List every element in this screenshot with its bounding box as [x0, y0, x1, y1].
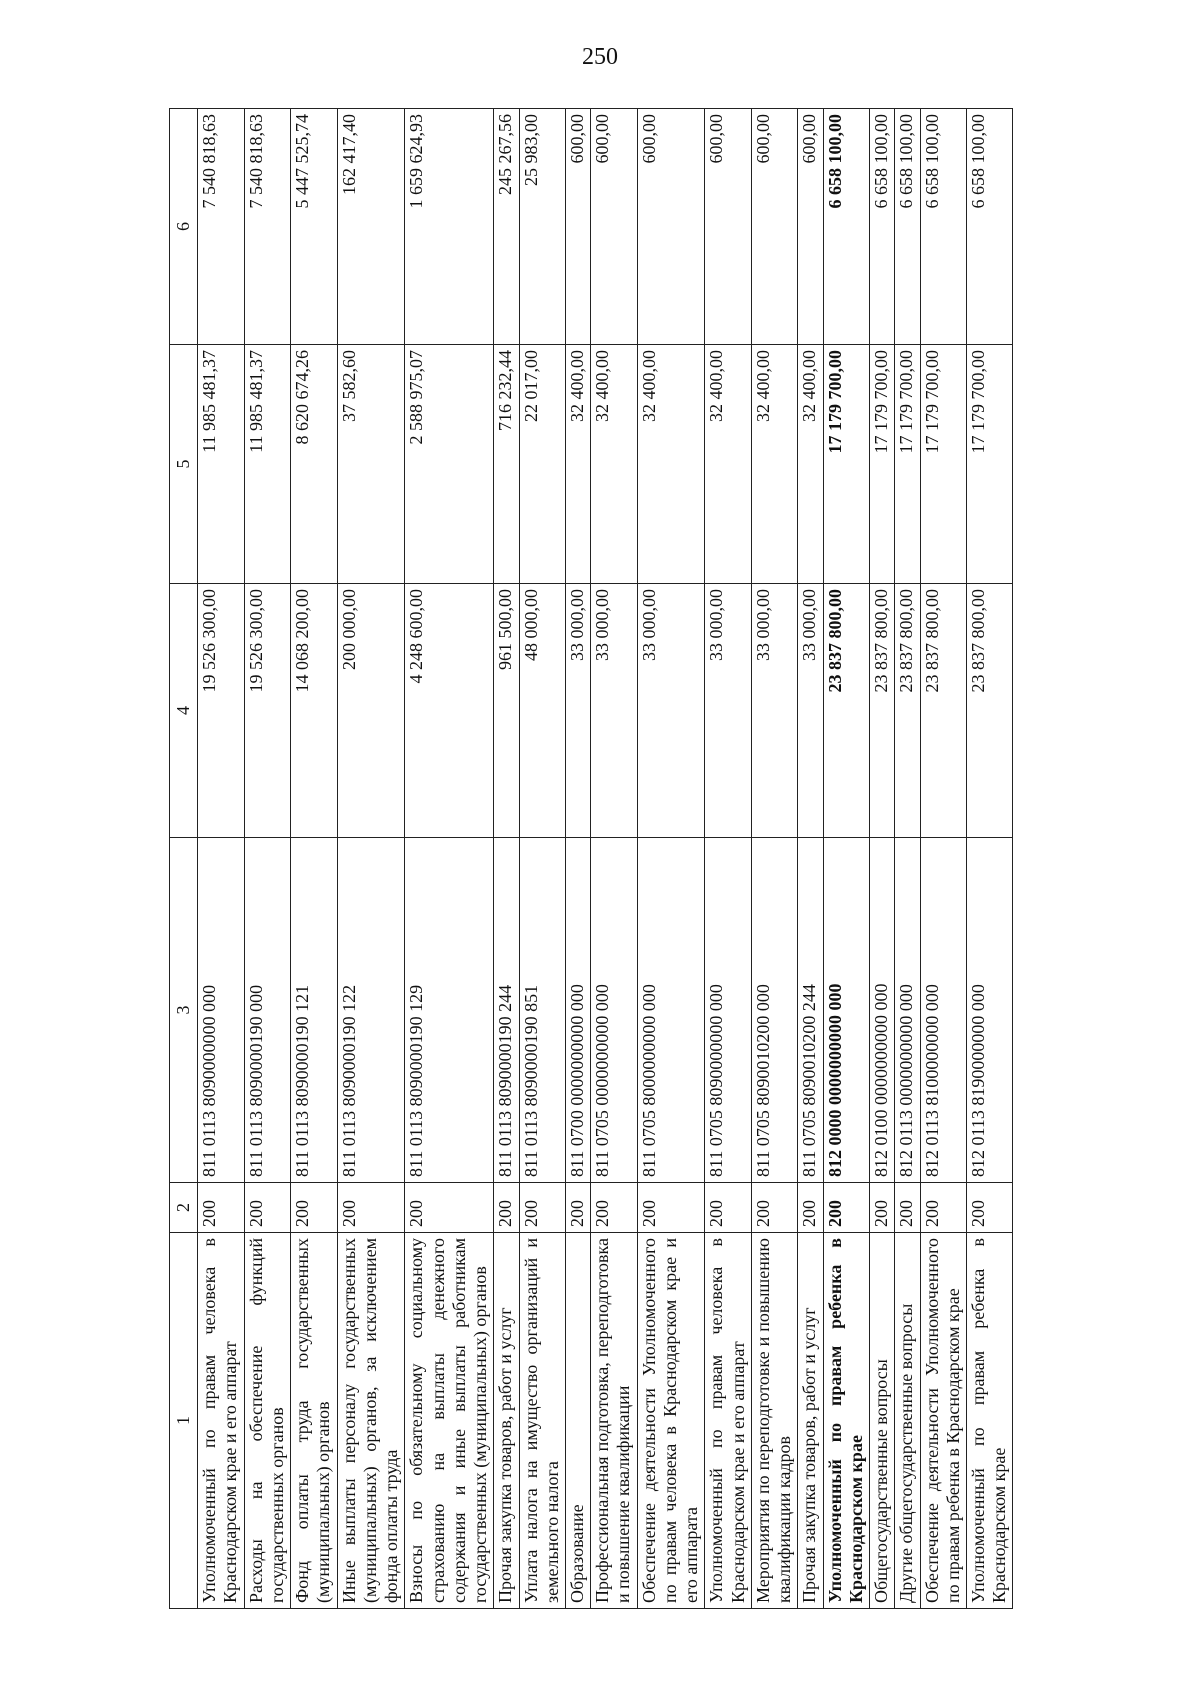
row-code-cell: 811 0113 8090000190 244: [494, 838, 519, 1183]
row-name-cell: Мероприятия по переподготовке и повышению квалификации кадров: [751, 1233, 797, 1609]
row-col4-cell: 48 000,00: [519, 584, 565, 838]
row-col4-cell: 961 500,00: [494, 584, 519, 838]
table-row: [198, 109, 244, 1609]
row-col4-cell: 33 000,00: [591, 584, 637, 838]
row-name-cell: Обеспечение деятельности Уполномоченного по правам ребенка в Краснодарском крае: [920, 1233, 966, 1609]
table-row: [519, 109, 565, 1609]
table-row: [291, 109, 337, 1609]
row-col5-cell: 716 232,44: [494, 345, 519, 584]
row-col2-cell: 200: [291, 1183, 337, 1233]
row-col4-cell: 19 526 300,00: [198, 584, 244, 838]
row-col2-cell: 200: [751, 1183, 797, 1233]
table-body: [198, 109, 1013, 1609]
table-row: [637, 109, 705, 1609]
row-name-cell: Образование: [565, 1233, 590, 1609]
row-col6-cell: 6 658 100,00: [823, 109, 869, 345]
row-col4-cell: 19 526 300,00: [244, 584, 290, 838]
row-col5-cell: 22 017,00: [519, 345, 565, 584]
column-header: 3: [170, 838, 198, 1183]
row-col4-cell: 23 837 800,00: [870, 584, 895, 838]
row-code-cell: 811 0705 8090010200 244: [798, 838, 823, 1183]
row-name-cell: Уполномоченный по правам ребенка в Краснодарском крае: [823, 1233, 869, 1609]
row-col2-cell: 200: [705, 1183, 751, 1233]
row-code-cell: 811 0113 8090000190 000: [244, 838, 290, 1183]
row-code-cell: 811 0705 8000000000 000: [637, 838, 705, 1183]
row-col4-cell: 14 068 200,00: [291, 584, 337, 838]
row-col6-cell: 600,00: [591, 109, 637, 345]
table-row: [705, 109, 751, 1609]
row-col5-cell: 17 179 700,00: [920, 345, 966, 584]
row-name-cell: Взносы по обязательному социальному страхованию на выплаты денежного содержания и иные выплаты работникам государственных (муниципальных) органов: [405, 1233, 494, 1609]
row-col2-cell: 200: [823, 1183, 869, 1233]
row-col5-cell: 17 179 700,00: [870, 345, 895, 584]
row-col2-cell: 200: [198, 1183, 244, 1233]
row-col5-cell: 37 582,60: [337, 345, 405, 584]
row-col6-cell: 600,00: [705, 109, 751, 345]
table-row: [565, 109, 590, 1609]
row-col5-cell: 32 400,00: [705, 345, 751, 584]
page-number: 250: [582, 44, 618, 70]
row-col2-cell: 200: [494, 1183, 519, 1233]
row-col5-cell: 17 179 700,00: [823, 345, 869, 584]
row-code-cell: 811 0705 8090000000 000: [705, 838, 751, 1183]
row-name-cell: Расходы на обеспечение функций государственных органов: [244, 1233, 290, 1609]
row-code-cell: 812 0100 0000000000 000: [870, 838, 895, 1183]
row-col5-cell: 17 179 700,00: [895, 345, 920, 584]
row-col6-cell: 600,00: [751, 109, 797, 345]
row-col2-cell: 200: [895, 1183, 920, 1233]
row-col5-cell: 32 400,00: [798, 345, 823, 584]
table-row: [337, 109, 405, 1609]
column-header: 2: [170, 1183, 198, 1233]
column-header: 5: [170, 345, 198, 584]
row-name-cell: Иные выплаты персоналу государственных (муниципальных) органов, за исключением фонда оплаты труда: [337, 1233, 405, 1609]
row-col4-cell: 4 248 600,00: [405, 584, 494, 838]
row-col6-cell: 1 659 624,93: [405, 109, 494, 345]
row-col2-cell: 200: [591, 1183, 637, 1233]
row-code-cell: 811 0700 0000000000 000: [565, 838, 590, 1183]
row-col6-cell: 7 540 818,63: [244, 109, 290, 345]
table-row: [405, 109, 494, 1609]
row-code-cell: 812 0000 0000000000 000: [823, 838, 869, 1183]
row-name-cell: Уполномоченный по правам человека в Краснодарском крае и его аппарат: [198, 1233, 244, 1609]
row-code-cell: 812 0113 8100000000 000: [920, 838, 966, 1183]
header-row: [170, 109, 198, 1609]
row-name-cell: Прочая закупка товаров, работ и услуг: [798, 1233, 823, 1609]
row-col4-cell: 33 000,00: [798, 584, 823, 838]
table-row: [966, 109, 1012, 1609]
row-col5-cell: 11 985 481,37: [198, 345, 244, 584]
row-col5-cell: 32 400,00: [565, 345, 590, 584]
row-col6-cell: 6 658 100,00: [870, 109, 895, 345]
row-col2-cell: 200: [405, 1183, 494, 1233]
row-col2-cell: 200: [519, 1183, 565, 1233]
row-name-cell: Обеспечение деятельности Уполномоченного по правам человека в Краснодарском крае и его аппарата: [637, 1233, 705, 1609]
column-header: 6: [170, 109, 198, 345]
row-col4-cell: 33 000,00: [705, 584, 751, 838]
row-col6-cell: 162 417,40: [337, 109, 405, 345]
row-col2-cell: 200: [637, 1183, 705, 1233]
row-col6-cell: 6 658 100,00: [966, 109, 1012, 345]
row-col2-cell: 200: [565, 1183, 590, 1233]
row-col5-cell: 11 985 481,37: [244, 345, 290, 584]
row-col6-cell: 7 540 818,63: [198, 109, 244, 345]
row-col6-cell: 5 447 525,74: [291, 109, 337, 345]
row-col4-cell: 23 837 800,00: [966, 584, 1012, 838]
row-name-cell: Общегосударственные вопросы: [870, 1233, 895, 1609]
row-col2-cell: 200: [870, 1183, 895, 1233]
row-col2-cell: 200: [966, 1183, 1012, 1233]
table-row: [591, 109, 637, 1609]
row-col6-cell: 245 267,56: [494, 109, 519, 345]
row-code-cell: 811 0113 8090000190 851: [519, 838, 565, 1183]
table-row: [244, 109, 290, 1609]
table-row: [870, 109, 895, 1609]
row-col6-cell: 6 658 100,00: [895, 109, 920, 345]
row-col5-cell: 32 400,00: [591, 345, 637, 584]
row-code-cell: 812 0113 8190000000 000: [966, 838, 1012, 1183]
row-code-cell: 811 0705 0000000000 000: [591, 838, 637, 1183]
row-name-cell: Фонд оплаты труда государственных (муниципальных) органов: [291, 1233, 337, 1609]
row-col4-cell: 33 000,00: [637, 584, 705, 838]
row-col2-cell: 200: [798, 1183, 823, 1233]
table-row: [895, 109, 920, 1609]
row-code-cell: 811 0113 8090000190 122: [337, 838, 405, 1183]
row-name-cell: Прочая закупка товаров, работ и услуг: [494, 1233, 519, 1609]
row-name-cell: Другие общегосударственные вопросы: [895, 1233, 920, 1609]
table-row: [920, 109, 966, 1609]
row-code-cell: 811 0113 8090000190 129: [405, 838, 494, 1183]
row-col4-cell: 23 837 800,00: [895, 584, 920, 838]
table-row: [751, 109, 797, 1609]
row-code-cell: 811 0113 8090000190 121: [291, 838, 337, 1183]
row-col6-cell: 600,00: [637, 109, 705, 345]
row-col5-cell: 2 588 975,07: [405, 345, 494, 584]
table-row: [798, 109, 823, 1609]
table-row: [494, 109, 519, 1609]
row-col5-cell: 17 179 700,00: [966, 345, 1012, 584]
row-col4-cell: 23 837 800,00: [823, 584, 869, 838]
row-col4-cell: 23 837 800,00: [920, 584, 966, 838]
row-col6-cell: 25 983,00: [519, 109, 565, 345]
row-col5-cell: 32 400,00: [637, 345, 705, 584]
budget-table: [169, 108, 1013, 1609]
row-col5-cell: 32 400,00: [751, 345, 797, 584]
row-col5-cell: 8 620 674,26: [291, 345, 337, 584]
row-name-cell: Уполномоченный по правам ребенка в Краснодарском крае: [966, 1233, 1012, 1609]
row-name-cell: Уполномоченный по правам человека в Краснодарском крае и его аппарат: [705, 1233, 751, 1609]
row-name-cell: Уплата налога на имущество организаций и земельного налога: [519, 1233, 565, 1609]
row-col6-cell: 600,00: [565, 109, 590, 345]
column-header: 1: [170, 1233, 198, 1609]
row-code-cell: 812 0113 0000000000 000: [895, 838, 920, 1183]
row-code-cell: 811 0113 8090000000 000: [198, 838, 244, 1183]
rotated-table-wrapper: [169, 109, 1117, 1609]
row-name-cell: Профессиональная подготовка, переподготовка и повышение квалификации: [591, 1233, 637, 1609]
row-col2-cell: 200: [920, 1183, 966, 1233]
row-col6-cell: 600,00: [798, 109, 823, 345]
row-col4-cell: 33 000,00: [565, 584, 590, 838]
column-header: 4: [170, 584, 198, 838]
row-col2-cell: 200: [244, 1183, 290, 1233]
row-col4-cell: 33 000,00: [751, 584, 797, 838]
row-col2-cell: 200: [337, 1183, 405, 1233]
table-row: [823, 109, 869, 1609]
row-col4-cell: 200 000,00: [337, 584, 405, 838]
row-col6-cell: 6 658 100,00: [920, 109, 966, 345]
row-code-cell: 811 0705 8090010200 000: [751, 838, 797, 1183]
